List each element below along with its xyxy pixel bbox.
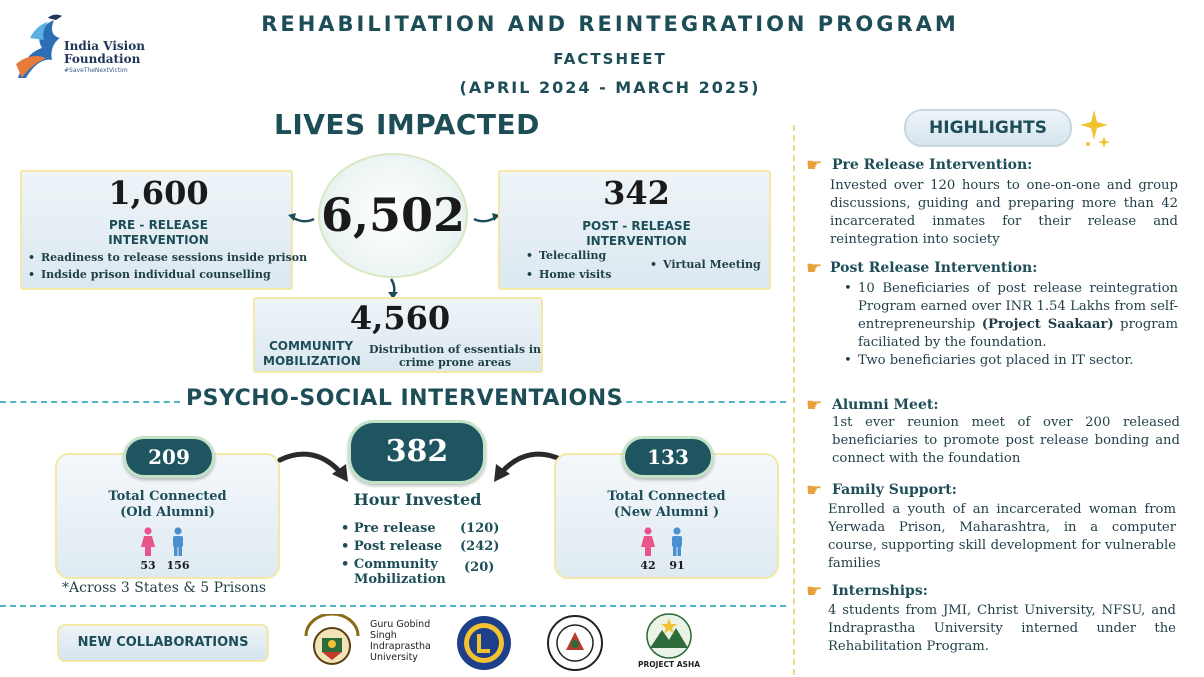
hours-row-value: (120)	[460, 521, 500, 536]
highlight-list-item: • 10 Beneficiaries of post release reintegration Program earned over INR 1.54 Lakhs from self-entrepreneurship (Project Saakaar) program faciliated by the foundation.	[858, 280, 1178, 352]
pre-release-bullet: • Indside prison individual counselling	[28, 268, 271, 281]
community-value: 4,560	[349, 299, 451, 337]
new-alumni-male-count: 91	[669, 559, 685, 572]
sparkle-icon	[1080, 108, 1112, 150]
logo-name: India Vision Foundation	[64, 39, 145, 66]
page-subtitle: FACTSHEET	[553, 50, 667, 68]
highlight-body: 1st ever reunion meet of over 200 released beneficiaries to promote post release bonding and connect with the foundation	[832, 415, 1180, 466]
hours-row-value: (242)	[460, 539, 500, 554]
pre-release-value: 1,600	[108, 174, 209, 212]
lions-club-logo-icon	[455, 614, 513, 672]
hours-row: • Post release	[341, 539, 443, 554]
highlight-heading: Pre Release Intervention:	[832, 157, 1033, 173]
hours-invested-value: 382	[348, 420, 486, 484]
hours-row-value: (20)	[464, 560, 495, 575]
old-alumni-value: 209	[123, 436, 215, 478]
community-label: COMMUNITY MOBILIZATION	[263, 339, 361, 368]
male-icon	[169, 527, 187, 557]
pointing-hand-icon: ☛	[806, 258, 823, 279]
post-release-card	[498, 170, 771, 290]
highlight-heading: Internships:	[832, 583, 928, 599]
bird-logo-icon	[10, 8, 70, 83]
ggsipu-name: Guru Gobind Singh Indraprastha University	[370, 619, 431, 663]
old-alumni-female-count: 53	[140, 559, 156, 572]
pointing-hand-icon: ☛	[806, 395, 823, 416]
project-asha-label: PROJECT ASHA	[637, 660, 701, 669]
new-collaborations-label: NEW COLLABORATIONS	[57, 624, 269, 662]
highlight-body: Invested over 120 hours to one-on-one and group discussions, guiding and preparing more than 42 incarcerated inmates for their release and reintegration into society	[830, 178, 1178, 247]
new-alumni-value: 133	[622, 436, 714, 478]
logo-tagline: #SaveTheNextVictim	[64, 67, 128, 74]
highlights-heading: HIGHLIGHTS	[904, 109, 1072, 147]
total-lives-value: 6,502	[320, 188, 466, 242]
project-asha-logo-icon	[638, 612, 700, 662]
footnote: *Across 3 States & 5 Prisons	[62, 580, 267, 596]
hours-row: • Pre release	[341, 521, 436, 536]
curved-arrow-right-icon	[276, 448, 354, 488]
old-alumni-label: Total Connected (Old Alumni)	[108, 489, 227, 520]
pre-release-label: PRE - RELEASE INTERVENTION	[108, 218, 209, 247]
highlight-list-item: • Two beneficiaries got placed in IT sector.	[858, 352, 1178, 370]
pointing-hand-icon: ☛	[806, 155, 823, 176]
post-release-bullet: • Telecalling	[526, 249, 606, 262]
pointing-hand-icon: ☛	[806, 581, 823, 602]
highlight-heading: Family Support:	[832, 482, 957, 498]
psycho-social-heading: PSYCHO-SOCIAL INTERVENTAIONS	[186, 386, 624, 411]
community-description: Distribution of essentials in crime prone areas	[368, 343, 542, 369]
highlight-body: 4 students from JMI, Christ University, NFSU, and Indraprastha University interned under the Rehabilitation Program.	[828, 603, 1176, 654]
lives-impacted-heading: LIVES IMPACTED	[274, 108, 540, 141]
male-icon	[668, 527, 686, 557]
section-divider	[0, 605, 786, 607]
springdales-school-logo-icon	[546, 614, 604, 672]
highlights-divider	[793, 125, 795, 675]
ggsipu-logo-icon	[300, 614, 364, 672]
female-icon	[639, 527, 657, 557]
highlight-list	[858, 280, 1178, 370]
section-divider	[0, 401, 180, 403]
pre-release-bullet: • Readiness to release sessions inside prison	[28, 251, 307, 264]
hours-invested-label: Hour Invested	[353, 490, 482, 509]
post-release-label: POST - RELEASE INTERVENTION	[582, 219, 691, 248]
female-icon	[139, 527, 157, 557]
section-divider	[616, 401, 786, 403]
arrow-left-icon	[284, 205, 318, 227]
old-alumni-male-count: 156	[166, 559, 190, 572]
highlight-heading: Alumni Meet:	[832, 397, 939, 413]
hours-row: • Community Mobilization	[341, 557, 446, 587]
new-alumni-label: Total Connected (New Alumni )	[607, 489, 726, 520]
new-alumni-female-count: 42	[640, 559, 656, 572]
report-period: (APRIL 2024 - MARCH 2025)	[459, 78, 761, 97]
post-release-value: 342	[603, 174, 670, 212]
post-release-bullet: • Home visits	[526, 268, 611, 281]
community-mobilization-card	[253, 297, 543, 373]
highlight-body: Enrolled a youth of an incarcerated woman from Yerwada Prison, Maharashtra, in a computer course, supporting skill development for vulnerable families	[828, 502, 1176, 571]
page-title: REHABILITATION AND REINTEGRATION PROGRAM	[261, 12, 959, 36]
pointing-hand-icon: ☛	[806, 480, 823, 501]
post-release-bullet: • Virtual Meeting	[650, 258, 761, 271]
pre-release-card	[20, 170, 308, 290]
highlight-heading: Post Release Intervention:	[830, 260, 1038, 276]
